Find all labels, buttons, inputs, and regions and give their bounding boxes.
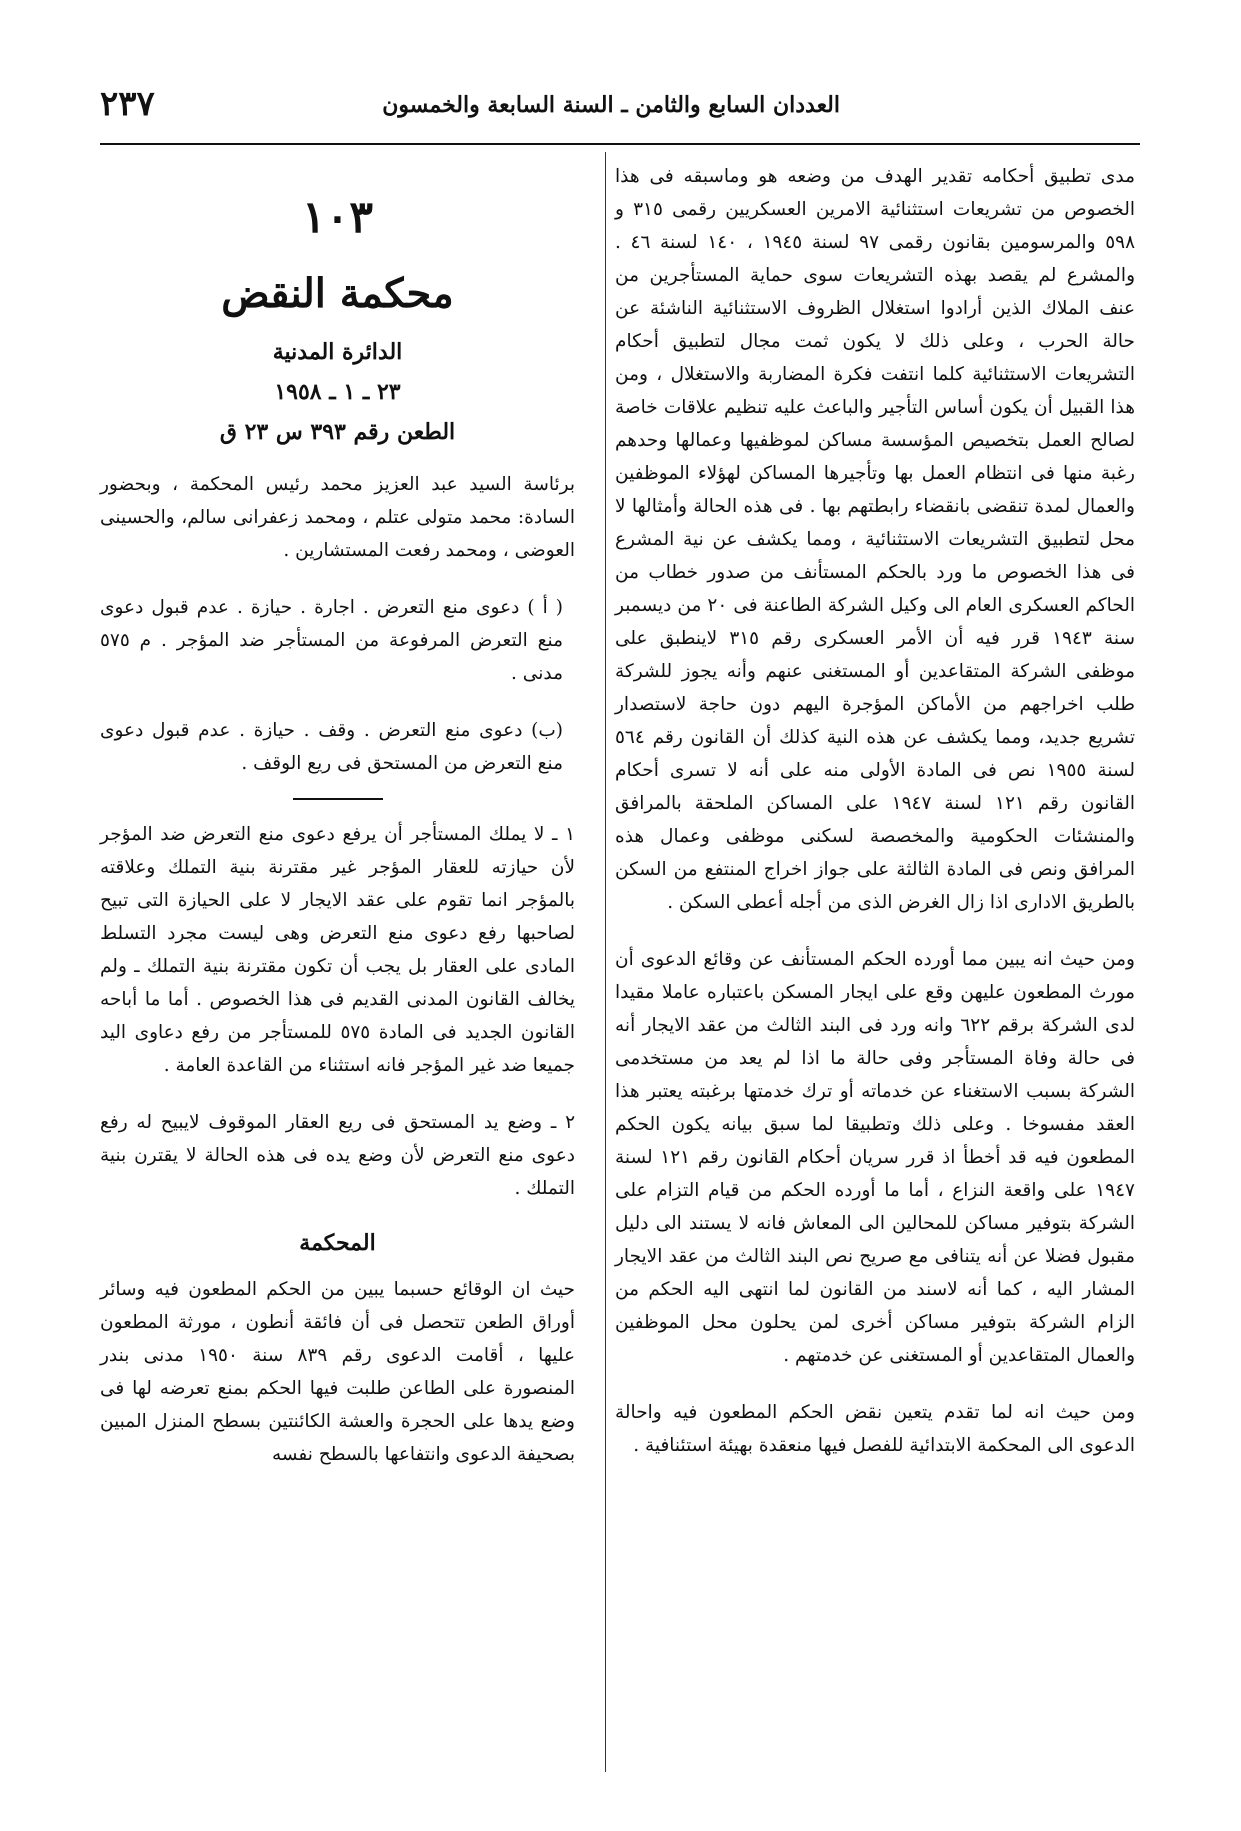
principle-2: ٢ ـ وضع يد المستحق فى ريع العقار الموقوف لايبيح له رفع دعوى منع التعرض لأن وضع يده فى هذه الحالة لا يقترن بنية التملك . xyxy=(100,1112,575,1199)
principle-1: ١ ـ لا يملك المستأجر أن يرفع دعوى منع التعرض ضد المؤجر لأن حيازته للعقار المؤجر غير مقترنة بنية التملك وعلاقته بالمؤجر انما تقوم على عقد الايجار لا على الحيازة التى تبيح لصاحبها رفع دعوى منع التعرض وهى ليست مجرد التسلط المادى على العقار بل يجب أن تكون مقترنة بنية التملك ـ ولم يخالف القانون المدنى القديم فى هذا الخصوص . أما ما أباحه القانون الجديد فى المادة ٥٧٥ للمستأجر من رفع دعاوى اليد جميعا ضد غير المؤجر فانه استثناء من القاعدة العامة . xyxy=(100,824,575,1076)
facts-paragraph: حيث ان الوقائع حسبما يبين من الحكم المطعون فيه وسائر أوراق الطعن تتحصل فى أن فائقة أنطون ، مورثة المطعون عليها ، أقامت الدعوى رقم ٨٣٩ سنة ١٩٥٠ مدنى بندر المنصورة على الطاعن طلبت فيها الحكم بمنع تعرضه لها فى وضع يدها على الحجرة والعشة الكائنتين بسطح المنزل المبين بصحيفة الدعوى وانتفاعها بالسطح نفسه xyxy=(100,1279,576,1465)
appeal-reference: الطعن رقم ٣٩٣ س ٢٣ ق xyxy=(219,419,456,445)
page-number: ٢٣٧ xyxy=(100,84,155,124)
right-column xyxy=(615,160,1135,1462)
case-number: ١٠٣ xyxy=(302,192,373,243)
court-name: محكمة النقض xyxy=(221,270,454,317)
summary-b: (ب) دعوى منع التعرض . وقف . حيازة . عدم قبول دعوى منع التعرض من المستحق فى ريع الوقف . xyxy=(100,720,563,774)
presidency-paragraph: برئاسة السيد عبد العزيز محمد رئيس المحكمة ، وبحضور السادة: محمد متولى عتلم ، ومحمد زعفرانى سالم، والحسينى العوضى ، ومحمد رفعت المستشارين . xyxy=(100,474,575,561)
page-header xyxy=(100,84,1140,134)
summary-block xyxy=(100,591,575,780)
right-paragraph-2: ومن حيث انه يبين مما أورده الحكم المستأنف عن وقائع الدعوى أن مورث المطعون عليهن وقع على ايجار المسكن باعتباره عاملا مقيدا لدى الشركة برقم ٦٢٢ وانه ورد فى البند الثالث من عقد الايجار أنه فى حالة وفاة المستأجر وفى حالة ما اذا لم يعد من مستخدمى الشركة بسبب الاستغناء عن خدماته أو ترك خدمتها برغبته يعتبر هذا العقد مفسوخا . وعلى ذلك وتطبيقا لما سبق بيانه يكون الحكم المطعون فيه قد أخطأ اذ قرر سريان أحكام القانون رقم ١٢١ لسنة ١٩٤٧ على واقعة النزاع ، أما ما أورده الحكم من قيام التزام على الشركة بتوفير مساكن للمحالين الى المعاش فانه لا يستند الى دليل مقبول فضلا عن أنه يتنافى مع صريح نص البند الثالث من عقد الايجار المشار اليه ، كما أنه لاسند من القانون لما انتهى اليه الحكم من الزام الشركة بتوفير مساكن أخرى لمن يحلون محل الموظفين والعمال المتقاعدين أو المستغنى عن خدمتهم . xyxy=(615,949,1135,1366)
judgment-date: ٢٣ ـ ١ ـ ١٩٥٨ xyxy=(274,379,401,405)
right-paragraph-1: مدى تطبيق أحكامه تقدير الهدف من وضعه هو وماسبقه فى هذا الخصوص من تشريعات استثنائية الامرين العسكريين رقمى ٣١٥ و ٥٩٨ والمرسومين بقانون رقمى ٩٧ لسنة ١٩٤٥ ، ١٤٠ لسنة ٤٦ . والمشرع لم يقصد بهذه التشريعات سوى حماية المستأجرين من عنف الملاك الذين أرادوا استغلال الظروف الاستثنائية الناشئة عن حالة الحرب ، وعلى ذلك لا يكون ثمت مجال لتطبيق أحكام التشريعات الاستثنائية كلما انتفت فكرة المضاربة والاستغلال ، ومن هذا القبيل أن يكون أساس التأجير والباعث عليه تنظيم علاقات خاصة لصالح العمل بتخصيص المؤسسة مساكن لموظفيها وعمالها وحدهم رغبة منها فى انتظام العمل بها وتأجيرها المساكن لهؤلاء الموظفين والعمال لمدة تنقضى بانقضاء رابطتهم بها . فى هذه الحالة وأمثالها لا محل لتطبيق التشريعات الاستثنائية ، ومما يكشف عن نية المشرع فى هذا الخصوص ما ورد بالحكم المستأنف من صدور خطاب من الحاكم العسكرى العام الى وكيل الشركة الطاعنة فى ٢٠ من ديسمبر سنة ١٩٤٣ قرر فيه أن الأمر العسكرى رقم ٣١٥ لاينطبق على موظفى الشركة المتقاعدين أو المستغنى عنهم وأنه يجوز للشركة طلب اخراجهم من الأماكن المؤجرة اليهم دون حاجة لاستصدار تشريع جديد، ومما يكشف عن هذه النية كذلك أن القانون رقم ٥٦٤ لسنة ١٩٥٥ نص فى المادة الأولى منه على أنه لا تسرى أحكام القانون رقم ١٢١ لسنة ١٩٤٧ على المساكن الملحقة بالمرافق والمنشئات الحكومية والمخصصة لسكنى موظفى وعمال هذه المرافق ونص فى المادة الثالثة على جواز اخراج المنتفع من السكن بالطريق الادارى اذا زال الغرض الذى من أجله أعطى السكن . xyxy=(615,166,1136,913)
summary-a: ( أ ) دعوى منع التعرض . اجارة . حيازة . عدم قبول دعوى منع التعرض المرفوعة من المستأجر ضد المؤجر . م ٥٧٥ مدنى . xyxy=(100,597,563,684)
header-rule xyxy=(100,143,1140,145)
section-divider xyxy=(293,798,383,800)
column-divider xyxy=(605,152,606,1772)
court-heading: المحكمة xyxy=(299,1230,376,1256)
left-column xyxy=(100,160,575,1471)
circuit-name: الدائرة المدنية xyxy=(272,339,403,365)
header-title: العددان السابع والثامن ـ السنة السابعة والخمسون xyxy=(382,92,840,118)
right-paragraph-3: ومن حيث انه لما تقدم يتعين نقض الحكم المطعون فيه واحالة الدعوى الى المحكمة الابتدائية للفصل فيها منعقدة بهيئة استئنافية . xyxy=(615,1402,1135,1456)
